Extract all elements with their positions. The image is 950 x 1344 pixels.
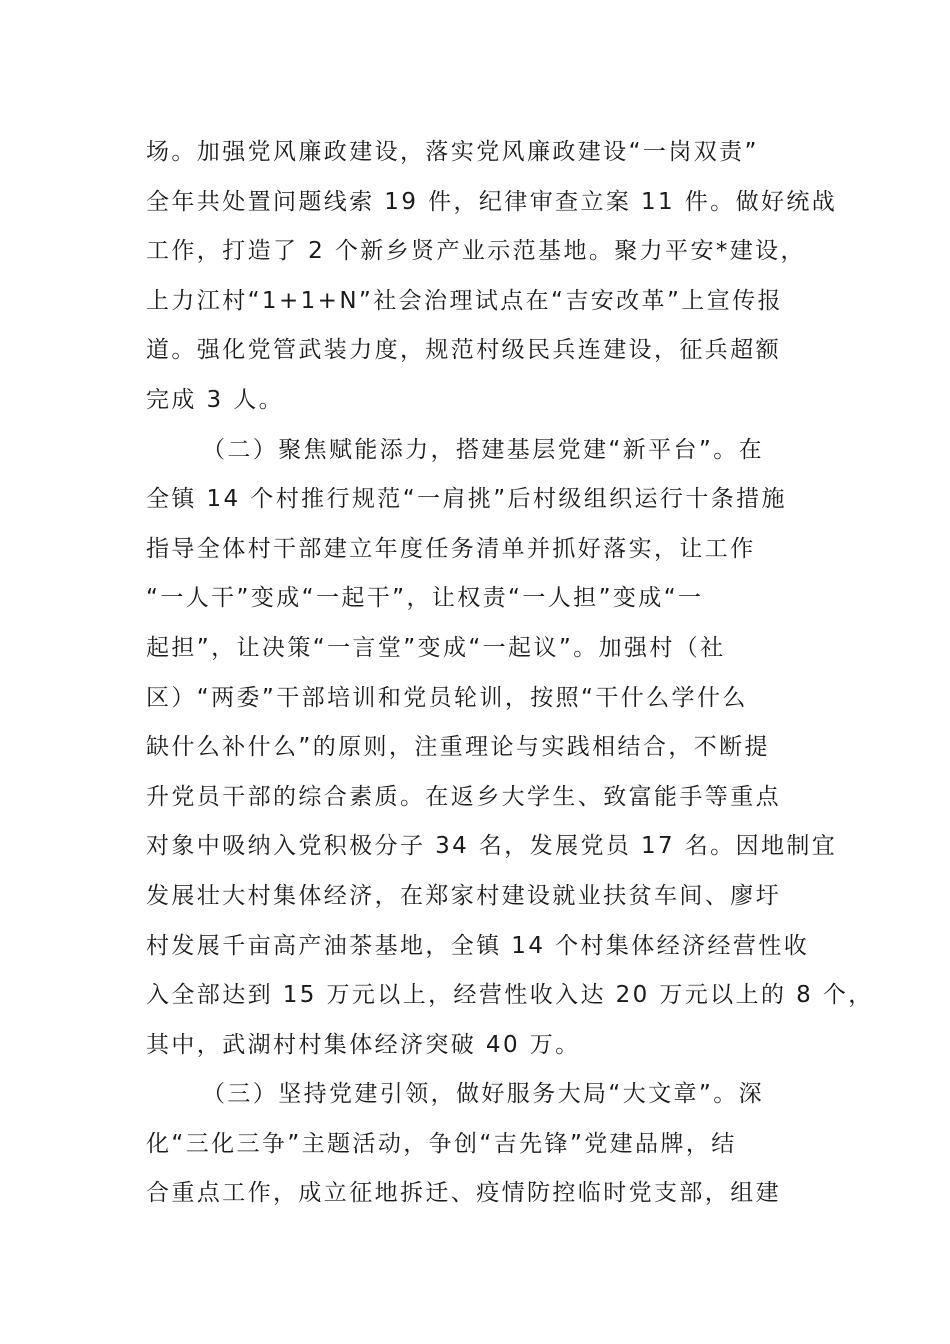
text-line: 上力江村“1+1+N”社会治理试点在“吉安改革”上宣传报 xyxy=(146,287,783,314)
document-body xyxy=(146,128,874,1219)
text-line: 缺什么补什么”的原则，注重理论与实践相结合，不断提 xyxy=(146,734,770,761)
section-heading-2: （二）聚焦赋能添力，搭建基层党建“新平台”。在 xyxy=(202,436,765,463)
text-line: 指导全体村干部建立年度任务清单并抓好落实，让工作 xyxy=(146,535,756,562)
text-line: 其中，武湖村村集体经济突破 40 万。 xyxy=(146,1031,581,1058)
text-line: 升党员干部的综合素质。在返乡大学生、致富能手等重点 xyxy=(146,783,781,810)
text-line: 全镇 14 个村推行规范“一肩挑”后村级组织运行十条措施 xyxy=(146,486,787,513)
text-line: 化“三化三争”主题活动，争创“吉先锋”党建品牌，结 xyxy=(146,1130,737,1157)
text-line: 合重点工作，成立征地拆迁、疫情防控临时党支部，组建 xyxy=(146,1180,781,1207)
text-line: 入全部达到 15 万元以上，经营性收入达 20 万元以上的 8 个， xyxy=(146,982,874,1009)
text-line: 道。强化党管武装力度，规范村级民兵连建设，征兵超额 xyxy=(146,337,781,364)
text-line: “一人干”变成“一起干”，让权责“一人担”变成“一 xyxy=(146,585,704,612)
text-line: 工作，打造了 2 个新乡贤产业示范基地。聚力平安*建设， xyxy=(146,238,806,265)
text-line: 发展壮大村集体经济，在郑家村建设就业扶贫车间、廖圩 xyxy=(146,882,781,909)
text-line: 区）“两委”干部培训和党员轮训，按照“干什么学什么 xyxy=(146,684,748,711)
text-line: 全年共处置问题线索 19 件，纪律审查立案 11 件。做好统战 xyxy=(146,188,838,215)
text-line: 村发展千亩高产油茶基地，全镇 14 个村集体经济经营性收 xyxy=(146,932,810,959)
text-line: 对象中吸纳入党积极分子 34 名，发展党员 17 名。因地制宜 xyxy=(146,833,838,860)
text-line: 完成 3 人。 xyxy=(146,386,285,413)
text-line: 场。加强党风廉政建设，落实党风廉政建设“一岗双责” xyxy=(146,139,759,165)
section-heading-3: （三）坚持党建引领，做好服务大局“大文章”。深 xyxy=(202,1081,765,1108)
text-line: 起担”，让决策“一言堂”变成“一起议”。加强村（社 xyxy=(146,634,726,661)
